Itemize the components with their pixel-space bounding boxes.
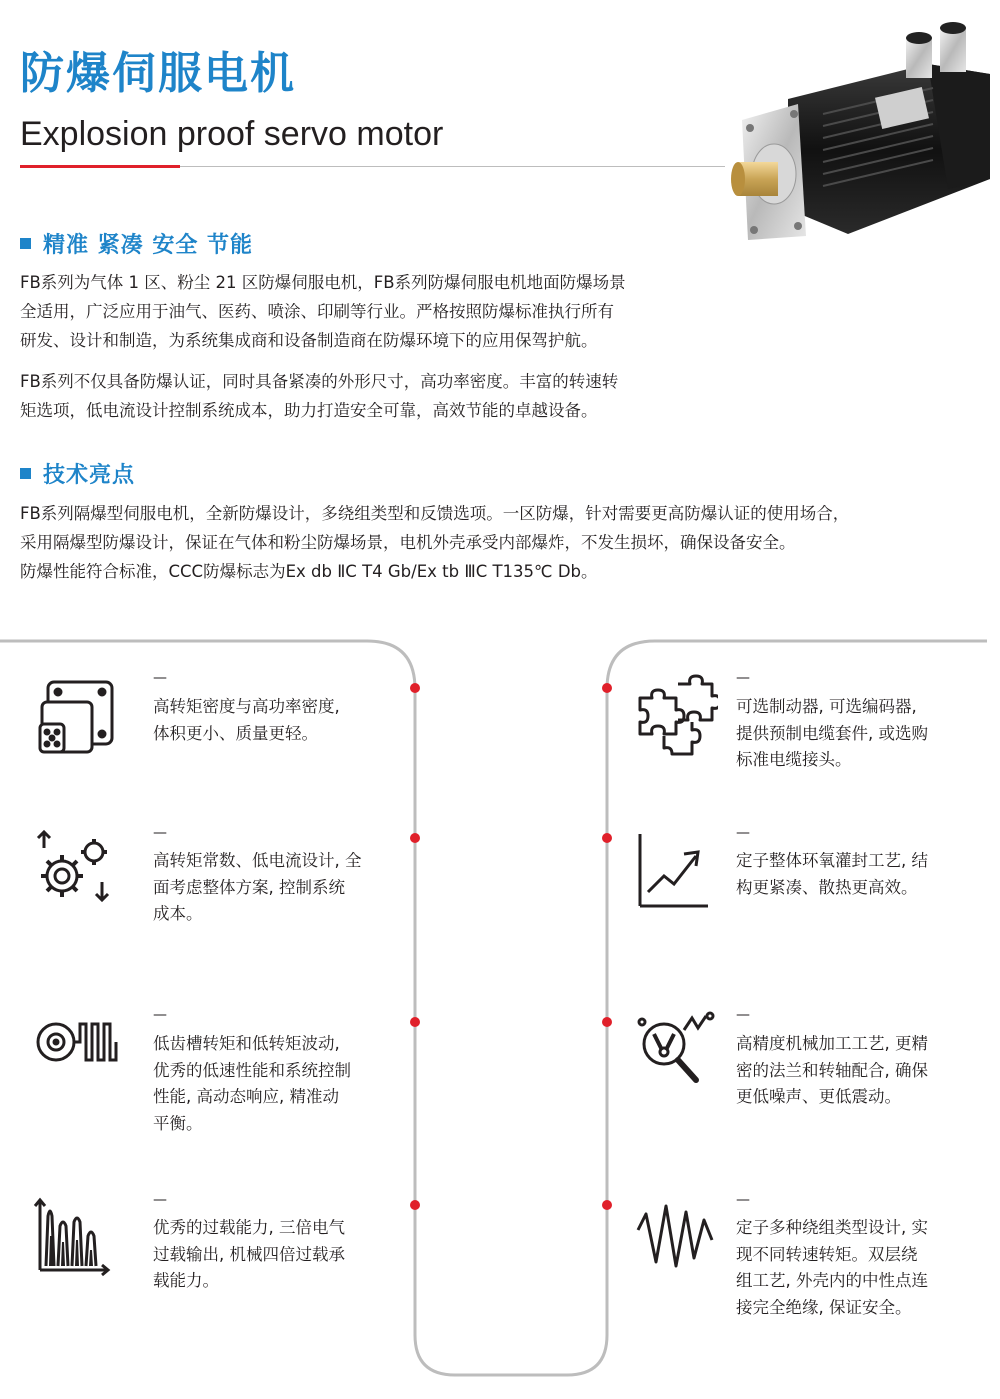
paragraph-line: 研发、设计和制造，为系统集成商和设备制造商在防爆环境下的应用保驾护航。 [20, 331, 598, 350]
winding-wave-icon [634, 1200, 718, 1284]
track-dot [410, 833, 420, 843]
feature-line: 成本。 [153, 904, 203, 923]
feature-line: 优秀的过载能力, 三倍电气 [153, 1218, 345, 1237]
track-dot [410, 1017, 420, 1027]
section-heading-text: 技术亮点 [43, 463, 136, 488]
feature-line: 构更紧凑、散热更高效。 [736, 877, 918, 897]
feature-text-cogging [153, 1031, 388, 1137]
feature-dash: — [153, 825, 167, 841]
paragraph-line: 防爆性能符合标准，CCC防爆标志为Ex db ⅡC T4 Gb/Ex tb ⅢC T135℃ Db。 [20, 562, 598, 581]
cogging-wave-icon [34, 1002, 118, 1086]
feature-line: 更低噪声、更低震动。 [736, 1087, 901, 1106]
paragraph-line: 采用隔爆型防爆设计，保证在气体和粉尘防爆场景，电机外壳承受内部爆炸，不发生损坏，确保设备安全。 [20, 533, 796, 552]
feature-dash: — [153, 1192, 167, 1208]
puzzle-icon [634, 674, 718, 758]
feature-line: 低齿槽转矩和低转矩波动, [153, 1034, 340, 1053]
track-dot [602, 833, 612, 843]
feature-line: 组工艺, 外壳内的中性点连 [736, 1271, 928, 1290]
feature-line: 密的法兰和转轴配合, 确保 [736, 1060, 928, 1080]
gears-arrows-icon [32, 828, 116, 912]
paragraph-line: 全适用，广泛应用于油气、医药、喷涂、印刷等行业。严格按照防爆标准执行所有 [20, 302, 614, 321]
feature-line: 体积更小、质量更轻。 [153, 723, 318, 743]
feature-line: 高转矩常数、低电流设计, 全 [153, 851, 362, 870]
feature-dash: — [736, 670, 750, 686]
feature-dash: — [736, 825, 750, 841]
feature-text-overload [153, 1215, 388, 1295]
feature-text-options [736, 694, 971, 774]
feature-text-potting [736, 848, 971, 901]
feature-text-machining [736, 1031, 971, 1111]
page-title: 防爆伺服电机 [20, 48, 296, 99]
feature-dash: — [153, 1007, 167, 1023]
precision-inspect-icon [634, 1010, 718, 1094]
feature-dash: — [153, 670, 167, 686]
feature-text-torque-density [153, 694, 388, 747]
page-subtitle-en: Explosion proof servo motor [20, 115, 444, 153]
paragraph-line: 矩选项，低电流设计控制系统成本，助力打造安全可靠，高效节能的卓越设备。 [20, 401, 598, 420]
feature-line: 接完全绝缘, 保证安全。 [736, 1297, 912, 1317]
track-dot [410, 1200, 420, 1210]
growth-chart-icon [634, 830, 718, 914]
feature-line: 现不同转速转矩。双层绕 [736, 1244, 918, 1264]
feature-line: 性能, 高动态响应, 精准动 [153, 1087, 339, 1106]
paragraph-line: FB系列隔爆型伺服电机，全新防爆设计，多绕组类型和反馈选项。一区防爆，针对需要更高防爆认证的使用场合， [20, 504, 850, 523]
feature-line: 高转矩密度与高功率密度, [153, 697, 340, 716]
track-dot [602, 1017, 612, 1027]
feature-line: 载能力。 [153, 1271, 219, 1290]
feature-text-torque-constant [153, 848, 388, 928]
feature-line: 提供预制电缆套件, 或选购 [736, 723, 928, 743]
feature-line: 定子整体环氧灌封工艺, 结 [736, 851, 928, 870]
feature-line: 面考虑整体方案, 控制系统 [153, 877, 345, 897]
feature-line: 优秀的低速性能和系统控制 [153, 1060, 351, 1080]
feature-line: 定子多种绕组类型设计, 实 [736, 1218, 928, 1237]
feature-text-windings [736, 1215, 971, 1321]
compact-blocks-icon [34, 676, 118, 760]
paragraph-line: FB系列为气体 1 区、粉尘 21 区防爆伺服电机，FB系列防爆伺服电机地面防爆场景 [20, 273, 626, 292]
track-dot [410, 683, 420, 693]
overload-chart-icon [32, 1196, 116, 1280]
feature-dash: — [736, 1007, 750, 1023]
feature-line: 过载输出, 机械四倍过载承 [153, 1244, 345, 1264]
section-heading-text: 精准 紧凑 安全 节能 [43, 233, 253, 258]
feature-line: 高精度机械加工工艺, 更精 [736, 1034, 928, 1053]
track-dot [602, 683, 612, 693]
feature-line: 标准电缆接头。 [736, 750, 852, 769]
feature-line: 平衡。 [153, 1113, 203, 1133]
feature-dash: — [736, 1192, 750, 1208]
paragraph-line: FB系列不仅具备防爆认证，同时具备紧凑的外形尺寸，高功率密度。丰富的转速转 [20, 372, 619, 391]
track-dot [602, 1200, 612, 1210]
feature-line: 可选制动器, 可选编码器, [736, 697, 917, 716]
